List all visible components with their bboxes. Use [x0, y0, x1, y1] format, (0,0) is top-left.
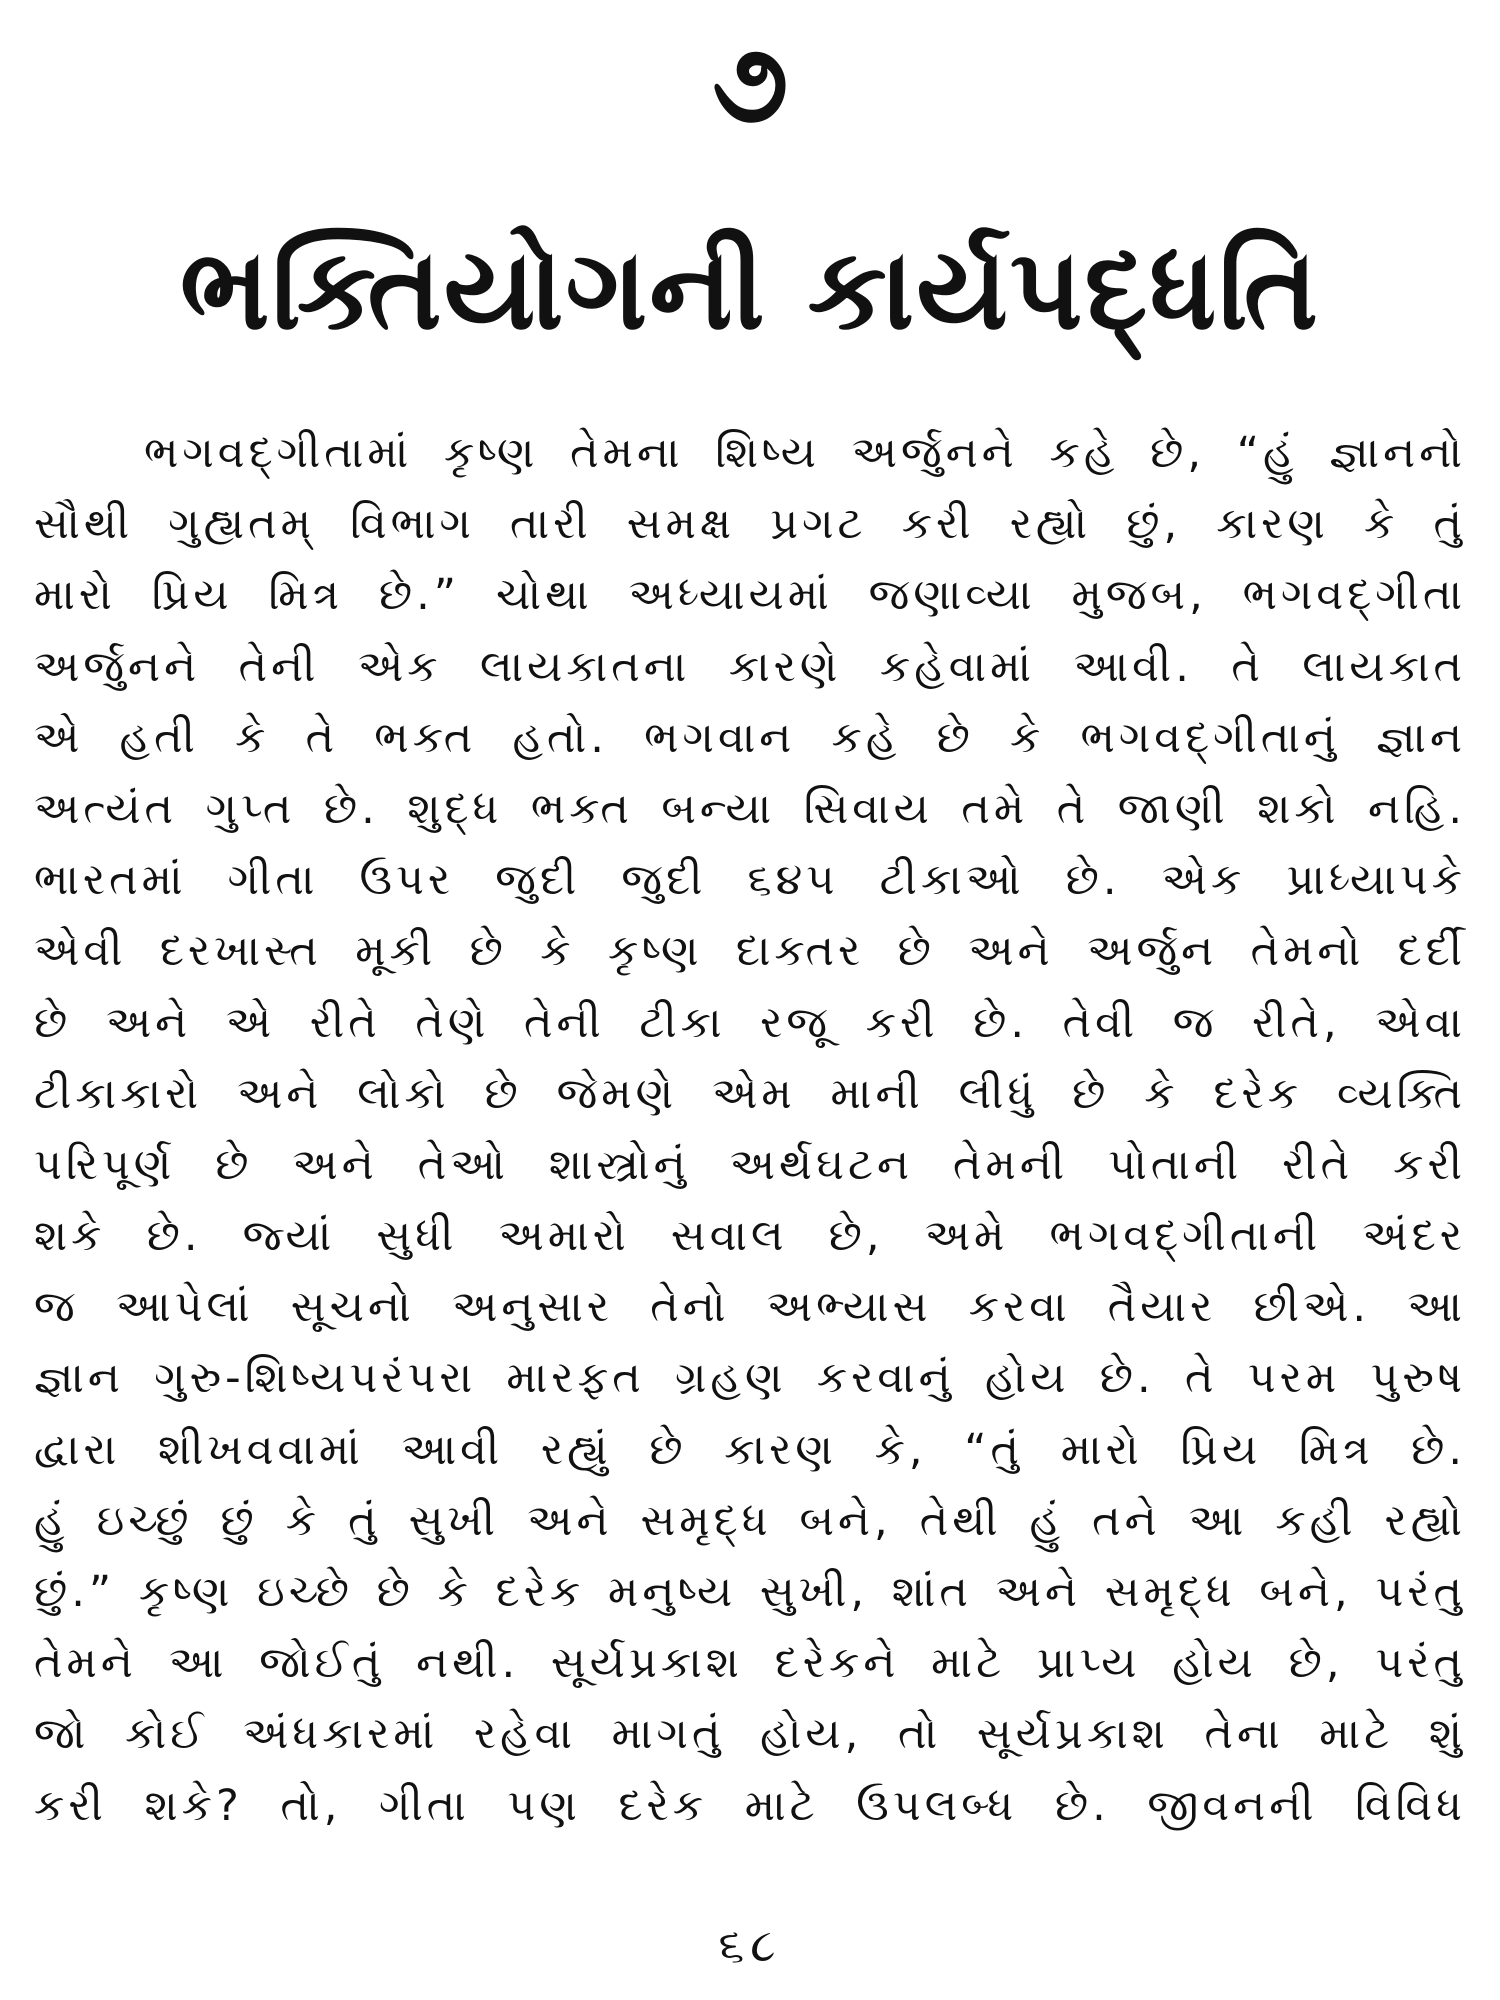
- paragraph-line: ભગવદ્ગીતામાં કૃષ્ણ તેમના શિષ્ય અર્જુનને કહે છે, “હું જ્ઞાનનો: [144, 428, 1466, 478]
- paragraph-line: દ્વારા શીખવવામાં આવી રહ્યું છે કારણ કે, “તું મારો પ્રિય મિત્ર છે.: [34, 1424, 1466, 1475]
- paragraph-line: એ હતી કે તે ભક્ત હતો. ભગવાન કહે છે કે ભગવદ્ગીતાનું જ્ઞાન: [34, 712, 1466, 763]
- paragraph-line: સૌથી ગુહ્યતમ્ વિભાગ તારી સમક્ષ પ્રગટ કરી રહ્યો છું, કારણ કે તું: [34, 499, 1466, 550]
- paragraph-line: ભારતમાં ગીતા ઉપર જુદી જુદી ૬૪૫ ટીકાઓ છે. એક પ્રાધ્યાપકે: [34, 855, 1466, 906]
- chapter-number: ૭: [711, 19, 789, 147]
- paragraph-line: ટીકાકારો અને લોકો છે જેમણે એમ માની લીધું છે કે દરેક વ્યક્તિ: [34, 1068, 1466, 1119]
- paragraph-line: પરિપૂર્ણ છે અને તેઓ શાસ્ત્રોનું અર્થઘટન તેમની પોતાની રીતે કરી: [34, 1139, 1466, 1190]
- page-number: ૬૮: [718, 1918, 782, 1972]
- paragraph-line: અત્યંત ગુપ્ત છે. શુદ્ધ ભક્ત બન્યા સિવાય તમે તે જાણી શકો નહિ.: [34, 783, 1466, 834]
- paragraph-line: કરી શકે? તો, ગીતા પણ દરેક માટે ઉપલબ્ધ છે. જીવનની વિવિધ: [34, 1780, 1466, 1831]
- paragraph-line: એવી દરખાસ્ત મૂકી છે કે કૃષ્ણ દાક્તર છે અને અર્જુન તેમનો દર્દી: [34, 926, 1466, 977]
- chapter-title: ભક્તિયોગની કાર્યપદ્ધતિ: [180, 225, 1320, 355]
- paragraph-line: જ્ઞાન ગુરુ-શિષ્યપરંપરા મારફત ગ્રહણ કરવાનું હોય છે. તે પરમ પુરુષ: [34, 1353, 1466, 1404]
- paragraph-line: તેમને આ જોઈતું નથી. સૂર્યપ્રકાશ દરેકને માટે પ્રાપ્ય હોય છે, પરંતુ: [34, 1638, 1466, 1689]
- paragraph-line: જ આપેલાં સૂચનો અનુસાર તેનો અભ્યાસ કરવા તૈયાર છીએ. આ: [34, 1282, 1466, 1333]
- paragraph-line: છે અને એ રીતે તેણે તેની ટીકા રજૂ કરી છે. તેવી જ રીતે, એવા: [34, 997, 1466, 1048]
- paragraph-line: છું.” કૃષ્ણ ઇચ્છે છે કે દરેક મનુષ્ય સુખી, શાંત અને સમૃદ્ધ બને, પરંતુ: [34, 1567, 1466, 1617]
- paragraph-line: હું ઇચ્છું છું કે તું સુખી અને સમૃદ્ધ બને, તેથી હું તને આ કહી રહ્યો: [34, 1495, 1466, 1546]
- paragraph-line: મારો પ્રિય મિત્ર છે.” ચોથા અધ્યાયમાં જણાવ્યા મુજબ, ભગવદ્ગીતા: [34, 570, 1466, 621]
- paragraph-line: જો કોઈ અંધકારમાં રહેવા માગતું હોય, તો સૂર્યપ્રકાશ તેના માટે શું: [34, 1709, 1466, 1760]
- body-text: [34, 418, 1466, 1842]
- paragraph-line: અર્જુનને તેની એક લાયકાતના કારણે કહેવામાં આવી. તે લાયકાત: [34, 641, 1466, 692]
- paragraph-line: શકે છે. જ્યાં સુધી અમારો સવાલ છે, અમે ભગવદ્ગીતાની અંદર: [34, 1211, 1466, 1262]
